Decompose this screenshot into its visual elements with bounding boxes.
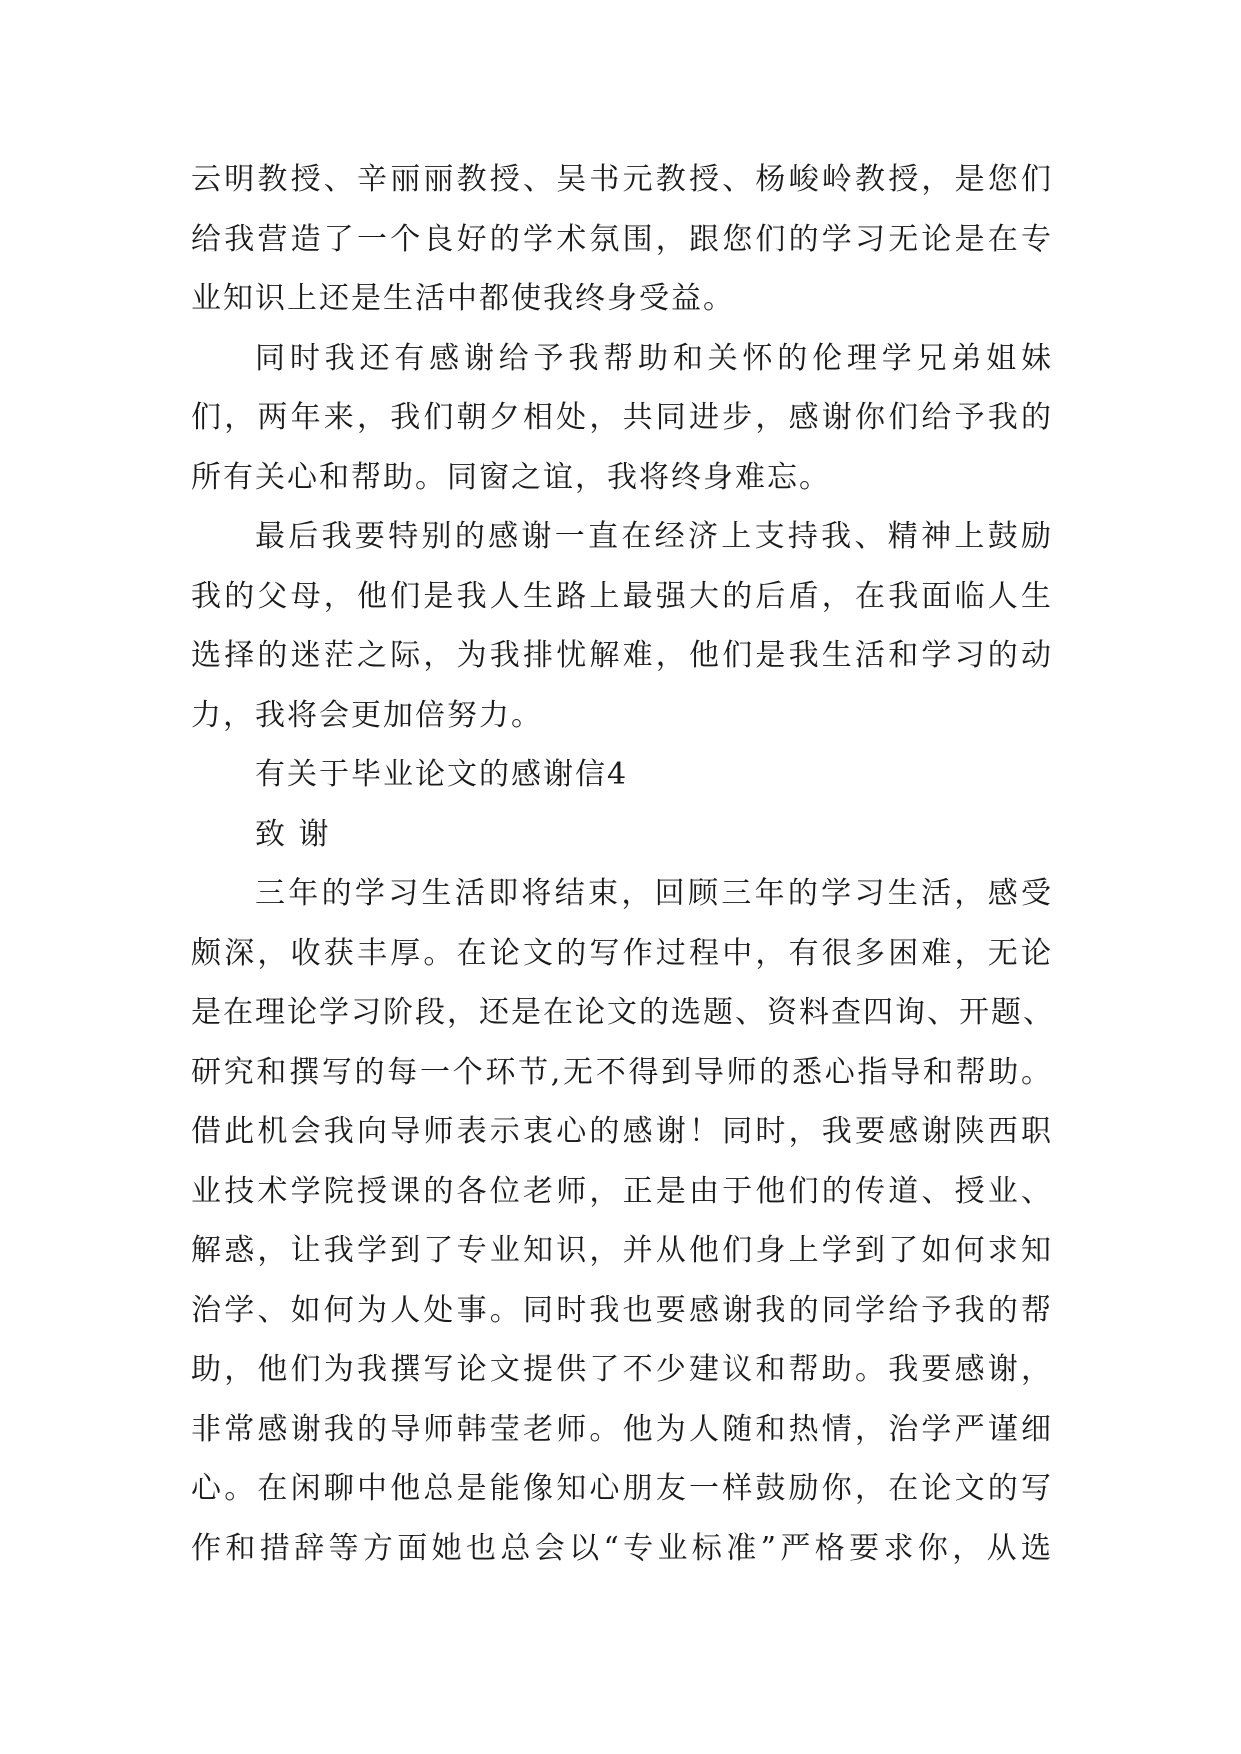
text-line: 业知识上还是生活中都使我终身受益。 xyxy=(191,281,735,316)
text-line: 借此机会我向导师表示衷心的感谢！同时，我要感谢陕西职 xyxy=(191,1114,1053,1149)
text-line: 所有关心和帮助。同窗之谊，我将终身难忘。 xyxy=(191,459,831,495)
text-line: 最后我要特别的感谢一直在经济上支持我、精神上鼓励 xyxy=(255,519,1053,554)
text-line: 选择的迷茫之际，为我排忧解难，他们是我生活和学习的动 xyxy=(191,638,1053,673)
text-line: 助，他们为我撰写论文提供了不少建议和帮助。我要感谢， xyxy=(191,1352,1053,1387)
text-line: 颇深，收获丰厚。在论文的写作过程中，有很多困难，无论 xyxy=(191,935,1053,971)
section-heading: 有关于毕业论文的感谢信4 xyxy=(255,757,629,792)
text-line: 心。在闲聊中他总是能像知心朋友一样鼓励你，在论文的写 xyxy=(191,1471,1053,1506)
text-line: 同时我还有感谢给予我帮助和关怀的伦理学兄弟姐妹 xyxy=(255,340,1053,376)
text-line: 给我营造了一个良好的学术氛围，跟您们的学习无论是在专 xyxy=(191,221,1053,257)
text-line: 研究和撰写的每一个环节,无不得到导师的悉心指导和帮助。 xyxy=(191,1054,1053,1090)
text-line: 是在理论学习阶段，还是在论文的选题、资料查四询、开题、 xyxy=(191,995,1055,1030)
text-line: 我的父母，他们是我人生路上最强大的后盾，在我面临人生 xyxy=(191,578,1053,614)
text-line: 非常感谢我的导师韩莹老师。他为人随和热情，治学严谨细 xyxy=(191,1411,1053,1447)
text-line: 业技术学院授课的各位老师，正是由于他们的传道、授业、 xyxy=(191,1173,1053,1209)
document-page xyxy=(191,150,1053,1578)
text-line: 三年的学习生活即将结束，回顾三年的学习生活，感受 xyxy=(255,876,1053,911)
text-line: 力，我将会更加倍努力。 xyxy=(191,697,543,733)
acknowledgement-heading: 致 谢 xyxy=(255,816,331,852)
text-line: 作和措辞等方面她也总会以“专业标准”严格要求你，从选 xyxy=(191,1530,1053,1566)
text-line: 解惑，让我学到了专业知识，并从他们身上学到了如何求知 xyxy=(191,1233,1053,1268)
text-line: 云明教授、辛丽丽教授、吴书元教授、杨峻岭教授，是您们 xyxy=(191,162,1053,197)
text-line: 治学、如何为人处事。同时我也要感谢我的同学给予我的帮 xyxy=(191,1292,1053,1328)
text-line: 们，两年来，我们朝夕相处，共同进步，感谢你们给予我的 xyxy=(191,400,1053,435)
